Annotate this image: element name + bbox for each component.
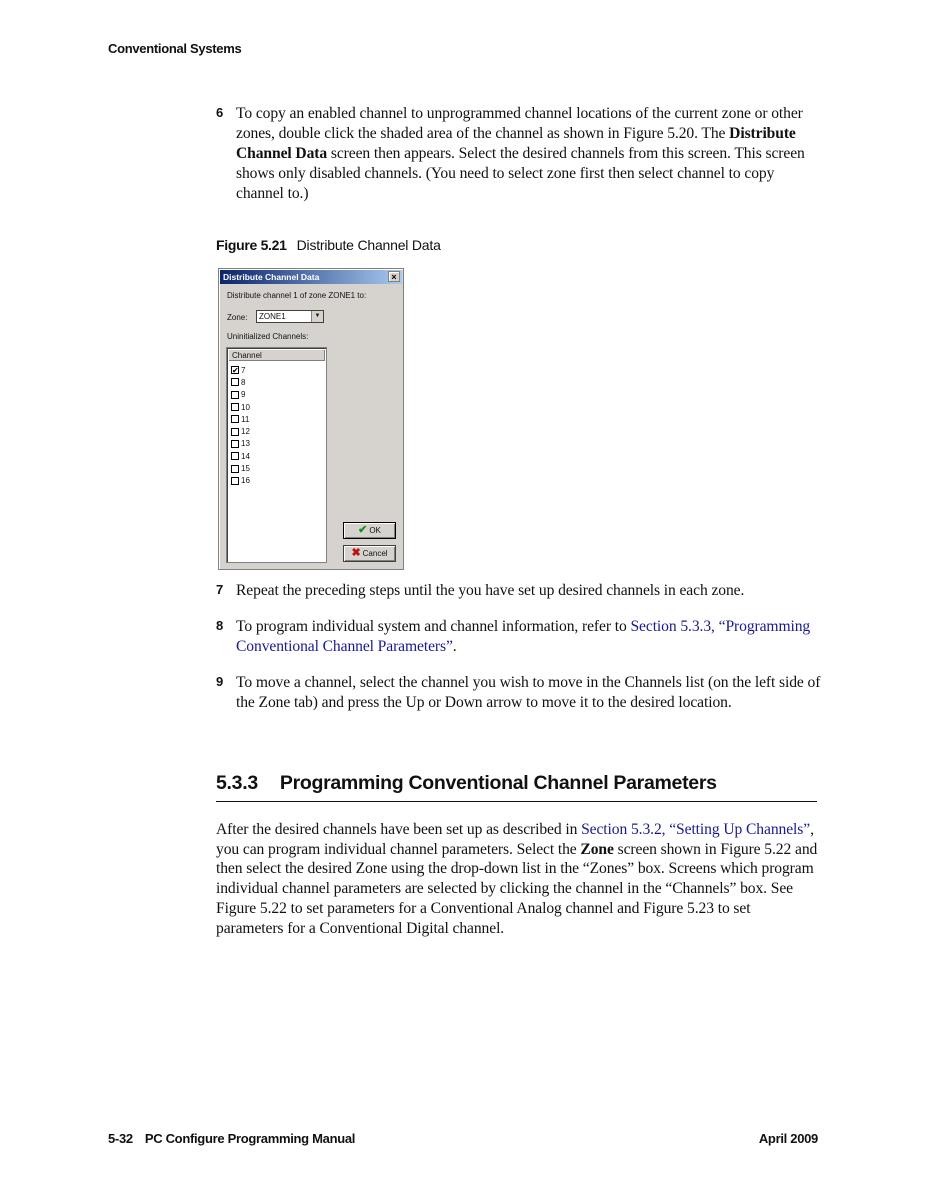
- step-text: To program individual system and channel information, refer to Section 5.3.3, “Programming Conventional Channel Parameters”.: [236, 618, 811, 655]
- channel-row[interactable]: 11: [231, 413, 250, 425]
- channel-row[interactable]: 13: [231, 438, 250, 450]
- channel-row[interactable]: 16: [231, 475, 250, 487]
- channel-list: [231, 364, 250, 487]
- footer-date: April 2009: [758, 1131, 818, 1146]
- page-number: 5-32: [108, 1131, 133, 1146]
- channel-row[interactable]: 10: [231, 401, 250, 413]
- section-heading: [216, 772, 817, 802]
- cancel-button[interactable]: ✖ Cancel: [343, 545, 396, 562]
- checkbox[interactable]: [231, 465, 239, 473]
- close-icon[interactable]: ×: [388, 271, 400, 282]
- section-paragraph: After the desired channels have been set up as described in Section 5.3.2, “Setting Up Channels”, you can program individual channel parameters. Select the Zone screen shown in Figure 5.22 and then select the desired Zone using the drop-down list in the “Zones” box. Screens which program individual channel parameters are selected by clicking the channel in the “Channels” box. See Figure 5.22 to set parameters for a Conventional Analog channel and Figure 5.23 to set parameters for a Conventional Digital channel.: [216, 821, 818, 937]
- checkbox[interactable]: [231, 391, 239, 399]
- step-number: 7: [216, 582, 224, 597]
- section-number: 5.3.3: [216, 772, 258, 794]
- step-6: [216, 104, 821, 204]
- checkbox[interactable]: [231, 415, 239, 423]
- checkbox[interactable]: [231, 428, 239, 436]
- figure-title: Distribute Channel Data: [296, 237, 441, 253]
- step-number: 8: [216, 618, 224, 633]
- uninitialized-channels-label: Uninitialized Channels:: [227, 332, 309, 341]
- channel-row[interactable]: ✔ 7: [232, 365, 246, 376]
- channel-listbox[interactable]: [226, 347, 327, 563]
- chevron-down-icon[interactable]: ▼: [311, 311, 323, 322]
- ok-button[interactable]: ✔ OK: [343, 522, 396, 539]
- step-text: To copy an enabled channel to unprogrammed channel locations of the current zone or other zones, double click the shaded area of the channel as shown in Figure 5.20. The Distribute Channel Data screen then appears. Select the desired channels from this screen. This screen shows only disabled channels. (You need to select zone first then select channel to copy channel to.): [236, 105, 805, 202]
- checkbox[interactable]: [231, 440, 239, 448]
- step-8: [216, 617, 821, 657]
- step-text: To move a channel, select the channel you wish to move in the Channels list (on the left side of the Zone tab) and press the Up or Down arrow to move it to the desired location.: [236, 674, 821, 711]
- checkbox[interactable]: [231, 403, 239, 411]
- step-7: [216, 581, 821, 601]
- bold-term: Distribute Channel Data: [236, 125, 796, 162]
- figure-number: Figure 5.21: [216, 237, 287, 253]
- footer-left: [108, 1131, 355, 1146]
- checkbox[interactable]: [231, 477, 239, 485]
- checkbox[interactable]: [231, 452, 239, 460]
- channel-row[interactable]: 9: [231, 389, 250, 401]
- checkmark-icon: ✔: [358, 524, 368, 536]
- distribute-channel-dialog: [218, 268, 404, 570]
- section-link[interactable]: Section 5.3.3, “Programming Conventional Channel Parameters”: [236, 618, 811, 655]
- checkbox[interactable]: [231, 378, 239, 386]
- zone-label: Zone:: [227, 313, 248, 322]
- dialog-titlebar: [220, 270, 402, 284]
- checkbox-checked[interactable]: ✔: [232, 366, 239, 376]
- channel-row[interactable]: 12: [231, 425, 250, 437]
- step-number: 9: [216, 674, 224, 689]
- section-link[interactable]: Section 5.3.2, “Setting Up Channels”: [581, 821, 811, 838]
- running-header: Conventional Systems: [108, 41, 242, 56]
- channel-row[interactable]: 14: [231, 450, 250, 462]
- dialog-description: Distribute channel 1 of zone ZONE1 to:: [227, 291, 367, 300]
- x-icon: ✖: [351, 547, 361, 559]
- zone-value: ZONE1: [259, 312, 286, 321]
- column-header-channel[interactable]: Channel: [229, 350, 325, 361]
- section-title: Programming Conventional Channel Parameters: [279, 772, 717, 794]
- dialog-title: Distribute Channel Data: [223, 272, 320, 282]
- channel-row[interactable]: 8: [231, 376, 250, 388]
- bold-term: Zone: [580, 840, 614, 858]
- zone-dropdown[interactable]: [256, 310, 324, 323]
- channel-row[interactable]: 15: [231, 462, 250, 474]
- manual-title: PC Configure Programming Manual: [144, 1131, 356, 1146]
- step-9: [216, 673, 821, 713]
- step-text: Repeat the preceding steps until the you have set up desired channels in each zone.: [236, 582, 745, 599]
- step-number: 6: [216, 105, 224, 120]
- figure-caption: [216, 237, 441, 253]
